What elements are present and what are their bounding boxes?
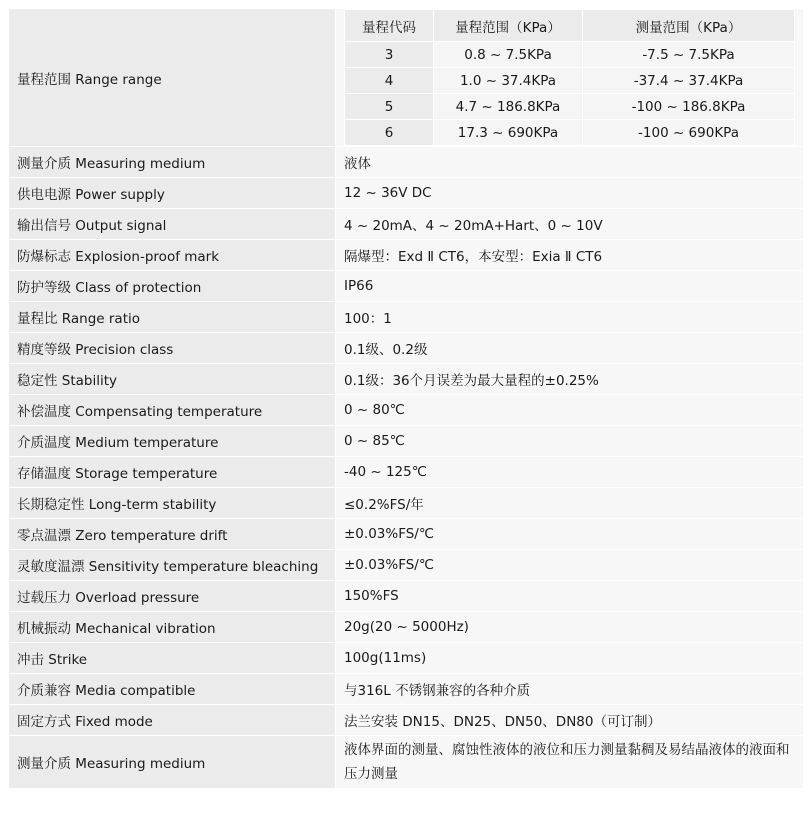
spec-value: -40 ~ 125℃ xyxy=(336,457,804,488)
spec-label: 测量介质 Measuring medium xyxy=(9,736,336,789)
spec-value: 法兰安装 DN15、DN25、DN50、DN80（可订制） xyxy=(336,705,804,736)
spec-value: 与316L 不锈钢兼容的各种介质 xyxy=(336,674,804,705)
range-measure: -37.4 ~ 37.4KPa xyxy=(583,68,795,94)
range-header-span: 量程范围（KPa） xyxy=(434,10,583,42)
range-row-item xyxy=(345,120,795,146)
spec-row-sensitivity-drift xyxy=(9,550,804,581)
spec-label: 精度等级 Precision class xyxy=(9,333,336,364)
spec-row-medium-temperature xyxy=(9,426,804,457)
spec-row-compensating-temperature xyxy=(9,395,804,426)
spec-label: 介质兼容 Media compatible xyxy=(9,674,336,705)
spec-label: 过载压力 Overload pressure xyxy=(9,581,336,612)
spec-row-storage-temperature xyxy=(9,457,804,488)
spec-label: 存储温度 Storage temperature xyxy=(9,457,336,488)
spec-row-long-term-stability xyxy=(9,488,804,519)
spec-label: 长期稳定性 Long-term stability xyxy=(9,488,336,519)
spec-label: 输出信号 Output signal xyxy=(9,209,336,240)
spec-label: 量程比 Range ratio xyxy=(9,302,336,333)
range-code: 5 xyxy=(345,94,434,120)
spec-row-mechanical-vibration xyxy=(9,612,804,643)
spec-row-media-compatible xyxy=(9,674,804,705)
range-row xyxy=(9,9,804,147)
spec-value: ±0.03%FS/℃ xyxy=(336,550,804,581)
range-span: 17.3 ~ 690KPa xyxy=(434,120,583,146)
spec-label: 补偿温度 Compensating temperature xyxy=(9,395,336,426)
spec-row-application xyxy=(9,736,804,789)
range-measure: -100 ~ 690KPa xyxy=(583,120,795,146)
spec-value: 0 ~ 80℃ xyxy=(336,395,804,426)
spec-row-precision-class xyxy=(9,333,804,364)
range-header-code: 量程代码 xyxy=(345,10,434,42)
spec-value: 液体界面的测量、腐蚀性液体的液位和压力测量黏稠及易结晶液体的液面和压力测量 xyxy=(336,736,804,789)
spec-label: 供电电源 Power supply xyxy=(9,178,336,209)
range-row-item xyxy=(345,68,795,94)
spec-value: 100：1 xyxy=(336,302,804,333)
spec-value: 100g(11ms) xyxy=(336,643,804,674)
spec-value: 20g(20 ~ 5000Hz) xyxy=(336,612,804,643)
spec-value: 液体 xyxy=(336,147,804,178)
range-code: 6 xyxy=(345,120,434,146)
range-span: 1.0 ~ 37.4KPa xyxy=(434,68,583,94)
spec-value: 150%FS xyxy=(336,581,804,612)
spec-row-range-ratio xyxy=(9,302,804,333)
spec-value: 12 ~ 36V DC xyxy=(336,178,804,209)
range-row-item xyxy=(345,42,795,68)
range-span: 0.8 ~ 7.5KPa xyxy=(434,42,583,68)
spec-row-zero-drift xyxy=(9,519,804,550)
spec-label: 零点温漂 Zero temperature drift xyxy=(9,519,336,550)
spec-row-output-signal xyxy=(9,209,804,240)
range-code: 4 xyxy=(345,68,434,94)
range-row-item xyxy=(345,94,795,120)
spec-label: 机械振动 Mechanical vibration xyxy=(9,612,336,643)
spec-label: 防护等级 Class of protection xyxy=(9,271,336,302)
spec-table-body xyxy=(9,9,804,789)
range-span: 4.7 ~ 186.8KPa xyxy=(434,94,583,120)
spec-label: 介质温度 Medium temperature xyxy=(9,426,336,457)
spec-value: 0.1级：36个月误差为最大量程的±0.25% xyxy=(336,364,804,395)
spec-row-strike xyxy=(9,643,804,674)
spec-value: IP66 xyxy=(336,271,804,302)
spec-row-measuring-medium xyxy=(9,147,804,178)
spec-value: 0.1级、0.2级 xyxy=(336,333,804,364)
spec-row-stability xyxy=(9,364,804,395)
spec-row-protection-class xyxy=(9,271,804,302)
spec-row-power-supply xyxy=(9,178,804,209)
spec-label: 稳定性 Stability xyxy=(9,364,336,395)
spec-value: ≤0.2%FS/年 xyxy=(336,488,804,519)
range-header-row xyxy=(345,10,795,42)
spec-row-explosion-proof xyxy=(9,240,804,271)
spec-label: 固定方式 Fixed mode xyxy=(9,705,336,736)
spec-label: 冲击 Strike xyxy=(9,643,336,674)
spec-label: 灵敏度温漂 Sensitivity temperature bleaching xyxy=(9,550,336,581)
spec-value: 0 ~ 85℃ xyxy=(336,426,804,457)
range-subtable-cell xyxy=(336,9,804,147)
spec-label: 防爆标志 Explosion-proof mark xyxy=(9,240,336,271)
spec-value: 隔爆型：Exd Ⅱ CT6，本安型：Exia Ⅱ CT6 xyxy=(336,240,804,271)
spec-value: 4 ~ 20mA、4 ~ 20mA+Hart、0 ~ 10V xyxy=(336,209,804,240)
spec-row-fixed-mode xyxy=(9,705,804,736)
spec-label: 测量介质 Measuring medium xyxy=(9,147,336,178)
range-measure: -100 ~ 186.8KPa xyxy=(583,94,795,120)
spec-value: ±0.03%FS/℃ xyxy=(336,519,804,550)
range-header-measure: 测量范围（KPa） xyxy=(583,10,795,42)
range-subtable xyxy=(344,9,795,146)
range-label: 量程范围 Range range xyxy=(9,9,336,147)
range-code: 3 xyxy=(345,42,434,68)
spec-table xyxy=(8,8,804,789)
range-measure: -7.5 ~ 7.5KPa xyxy=(583,42,795,68)
spec-row-overload-pressure xyxy=(9,581,804,612)
